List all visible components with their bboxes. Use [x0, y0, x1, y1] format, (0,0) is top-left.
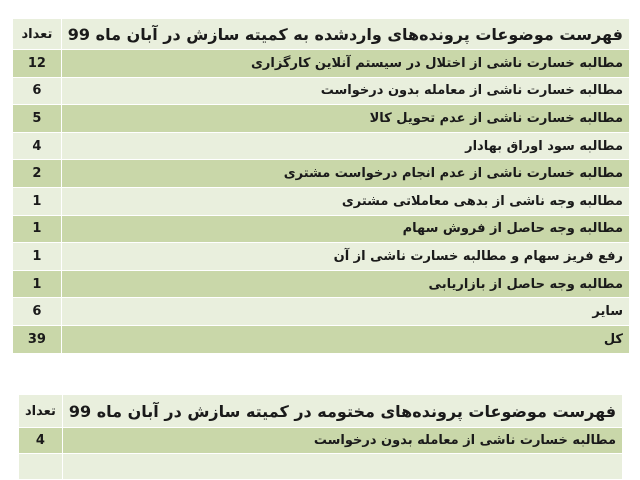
- row-count: 12: [13, 50, 62, 78]
- row-count: 6: [13, 77, 62, 105]
- table-row: [13, 215, 630, 243]
- row-topic: رفع فریز سهام و مطالبه خسارت ناشی از آن: [61, 243, 629, 271]
- row-topic: سایر: [61, 298, 629, 326]
- closed-table-title: فهرست موضوعات پرونده‌های مختومه در کمیته سازش در آبان ماه 99: [62, 395, 622, 428]
- row-count: 4: [19, 428, 63, 454]
- row-topic: مطالبه خسارت ناشی از اختلال در سیستم آنلاین کارگزاری: [61, 50, 629, 78]
- table-row: [13, 298, 630, 326]
- incoming-count-header: تعداد: [13, 19, 62, 50]
- row-count: 4: [13, 132, 62, 160]
- table-row: [13, 132, 630, 160]
- table-row: [19, 428, 623, 454]
- row-count: 5: [13, 105, 62, 133]
- row-count: 6: [13, 298, 62, 326]
- incoming-table-title: فهرست موضوعات پرونده‌های واردشده به کمیته سازش در آبان ماه 99: [61, 19, 629, 50]
- table-row: [13, 187, 630, 215]
- row-count: 1: [13, 187, 62, 215]
- table-row: [13, 160, 630, 188]
- incoming-cases-table: [12, 18, 630, 354]
- table-row: [13, 77, 630, 105]
- table-row: [19, 454, 623, 480]
- table-row: [13, 50, 630, 78]
- row-topic: مطالبه خسارت ناشی از معامله بدون درخواست: [62, 428, 622, 454]
- row-topic: مطالبه وجه ناشی از بدهی معاملاتی مشتری: [61, 187, 629, 215]
- row-topic: مطالبه وجه حاصل از فروش سهام: [61, 215, 629, 243]
- row-topic: مطالبه سود اوراق بهادار: [61, 132, 629, 160]
- closed-count-header: تعداد: [19, 395, 63, 428]
- row-topic: مطالبه خسارت ناشی از معامله بدون درخواست: [61, 77, 629, 105]
- table-total-row: [13, 325, 630, 353]
- row-topic: مطالبه خسارت ناشی از عدم انجام درخواست مشتری: [61, 160, 629, 188]
- total-count: 39: [13, 325, 62, 353]
- row-count: 1: [13, 270, 62, 298]
- row-topic: مطالبه وجه حاصل از بازاریابی: [61, 270, 629, 298]
- row-count: 1: [13, 243, 62, 271]
- row-topic: [62, 454, 622, 480]
- closed-cases-table: [18, 394, 623, 480]
- row-count: 2: [13, 160, 62, 188]
- table-row: [13, 105, 630, 133]
- row-count: 1: [13, 215, 62, 243]
- table-row: [13, 270, 630, 298]
- table-header-row: [19, 395, 623, 428]
- row-count: [19, 454, 63, 480]
- table-row: [13, 243, 630, 271]
- total-label: کل: [61, 325, 629, 353]
- row-topic: مطالبه خسارت ناشی از عدم تحویل کالا: [61, 105, 629, 133]
- table-header-row: [13, 19, 630, 50]
